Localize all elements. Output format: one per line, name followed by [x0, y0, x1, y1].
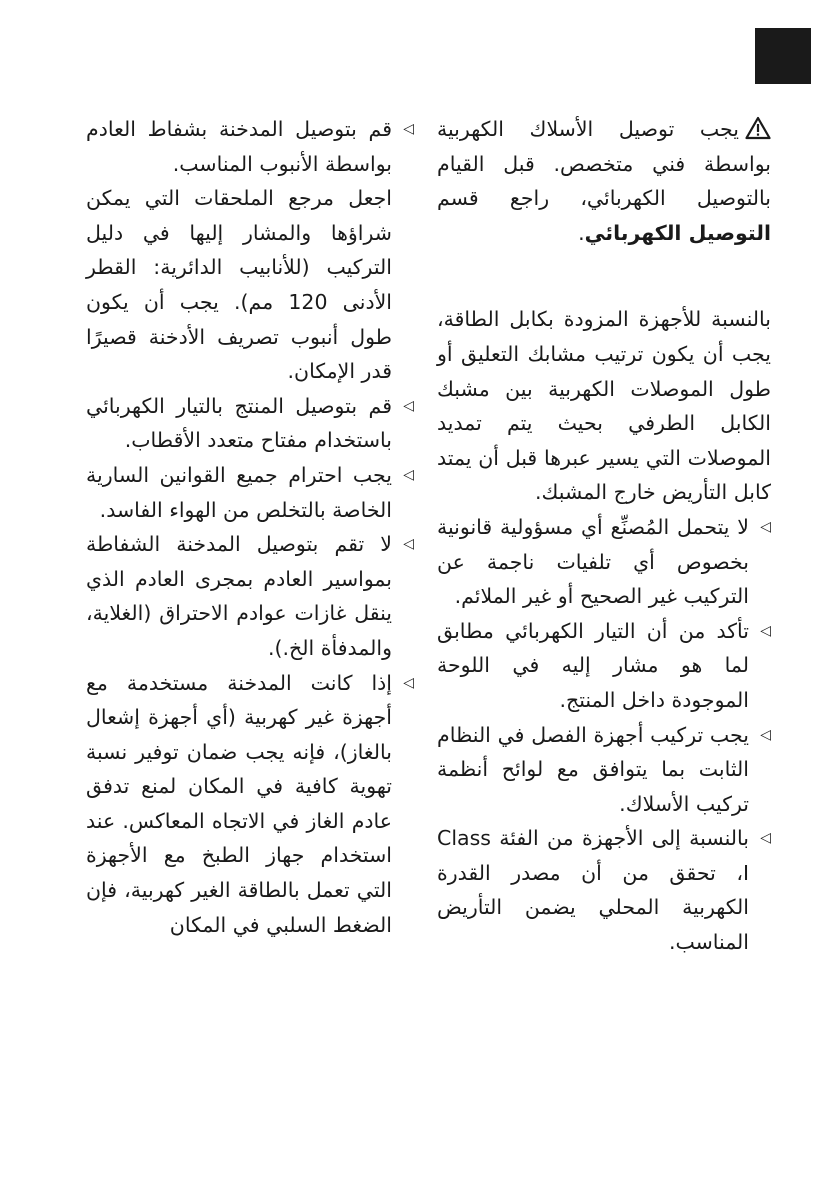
warning-end: .	[578, 220, 585, 245]
electrical-connection-ref: التوصيل الكهربائي	[584, 220, 771, 245]
list-item: ◁ يجب احترام جميع القوانين السارية الخاصة بالتخلص من الهواء الفاسد.	[86, 458, 414, 527]
bullet-arrow-icon: ◁	[403, 397, 414, 414]
bullet-arrow-icon: ◁	[403, 121, 414, 137]
bullet-arrow-icon: ◁	[403, 466, 414, 483]
warning-triangle-icon	[745, 116, 771, 140]
list-item: ◁ يجب تركيب أجهزة الفصل في النظام الثابت بما يتوافق مع لوائح أنظمة تركيب الأسلاك.	[437, 718, 771, 822]
list-item: ◁ قم بتوصيل المدخنة بشفاط العادم بواسطة الأنبوب المناسب.	[86, 112, 414, 181]
list-item: ◁ إذا كانت المدخنة مستخدمة مع أجهزة غير كهربية (أي أجهزة إشعال بالغاز)، فإنه يجب ضمان توفير نسبة تهوية كافية في المكان لمنع تدفق عادم الغاز في الاتجاه المعاكس. عند استخدام جهاز الطبخ مع الأجهزة التي تعمل بالطاقة الغير كهربية، فإن الضغط السلبي في المكان	[86, 666, 414, 943]
bullet-arrow-icon: ◁	[760, 622, 771, 639]
bullet-arrow-icon: ◁	[760, 726, 771, 743]
warning-paragraph	[437, 112, 771, 250]
left-column	[86, 112, 414, 942]
bullet-arrow-icon: ◁	[760, 830, 771, 847]
warning-text: يجب توصيل الأسلاك الكهربية بواسطة فني متخصص. قبل القيام بالتوصيل الكهربائي، راجع قسم	[437, 117, 771, 211]
list-item: ◁ لا يتحمل المُصنِّع أي مسؤولية قانونية بخصوص أي تلفيات ناجمة عن التركيب غير الصحيح أو غير الملائم.	[437, 510, 771, 614]
right-bullet-list	[437, 510, 771, 960]
list-item: ◁ تأكد من أن التيار الكهربائي مطابق لما هو مشار إليه في اللوحة الموجودة داخل المنتج.	[437, 614, 771, 718]
page-tab-marker	[755, 28, 811, 84]
bullet-arrow-icon: ◁	[760, 518, 771, 535]
list-item: ◁ لا تقم بتوصيل المدخنة الشفاطة بمواسير العادم بمجرى العادم الذي ينقل غازات عوادم الاحتراق (الغلاية، والمدفأة الخ.).	[86, 527, 414, 665]
list-item: ◁ بالنسبة إلى الأجهزة من الفئة Class I، تحقق من أن مصدر القدرة الكهربية المحلي يضمن التأريض المناسب.	[437, 821, 771, 959]
list-item: ◁ قم بتوصيل المنتج بالتيار الكهربائي باستخدام مفتاح متعدد الأقطاب.	[86, 389, 414, 458]
list-item-continuation: اجعل مرجع الملحقات التي يمكن شراؤها والمشار إليها في دليل التركيب (للأنابيب الدائرية: القطر الأدنى 120 مم). يجب أن يكون طول أنبوب تصريف الأدخنة قصيرًا قدر الإمكان.	[86, 186, 392, 384]
bullet-arrow-icon: ◁	[403, 536, 414, 553]
bullet-arrow-icon: ◁	[403, 674, 414, 691]
cable-paragraph: بالنسبة للأجهزة المزودة بكابل الطاقة، يجب أن يكون ترتيب مشابك التعليق أو طول الموصلات الكهربية بين مشبك الكابل الطرفي بحيث يتم تمديد الموصلات التي يسير عبرها قبل أن يمتد كابل التأريض خارج المشبك.	[437, 307, 771, 505]
right-column	[437, 112, 771, 960]
